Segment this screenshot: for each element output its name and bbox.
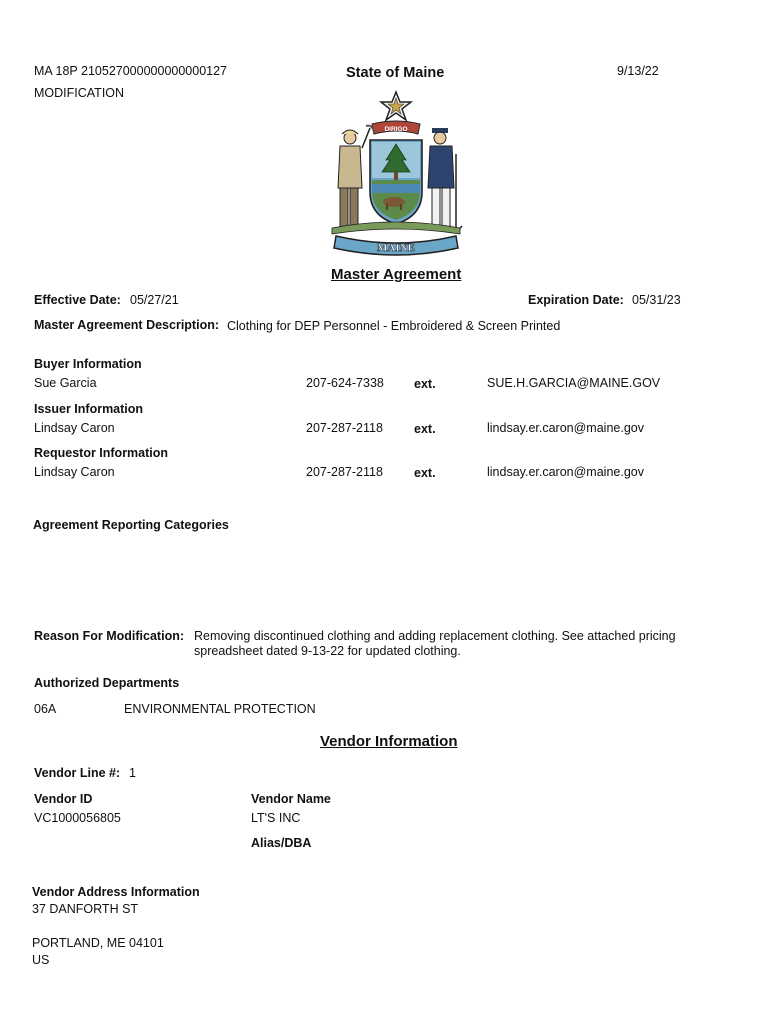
seal-banner-text: MAINE <box>377 242 415 254</box>
vendor-address-line3: US <box>32 953 50 967</box>
buyer-phone: 207-624-7338 <box>306 376 384 390</box>
state-title: State of Maine <box>346 65 445 81</box>
vendor-information-heading: Vendor Information <box>320 733 458 750</box>
issuer-info-label: Issuer Information <box>34 402 144 416</box>
document-type: MODIFICATION <box>34 86 125 100</box>
vendor-alias-label: Alias/DBA <box>251 836 312 850</box>
seal-motto: DIRIGO <box>384 126 408 133</box>
description-label: Master Agreement Description: <box>34 318 219 332</box>
issuer-phone: 207-287-2118 <box>306 421 383 435</box>
modification-reason-line2: spreadsheet dated 9-13-22 for updated clothing. <box>194 644 461 658</box>
document-number: MA 18P 210527000000000000127 <box>34 64 228 78</box>
state-seal-icon <box>328 88 464 260</box>
requestor-ext-label: ext. <box>414 466 436 480</box>
department-code: 06A <box>34 702 57 716</box>
effective-date-label: Effective Date: <box>34 293 121 307</box>
buyer-email: SUE.H.GARCIA@MAINE.GOV <box>487 376 661 390</box>
issuer-name: Lindsay Caron <box>34 421 115 435</box>
vendor-line-label: Vendor Line #: <box>34 766 121 780</box>
reporting-categories-label: Agreement Reporting Categories <box>33 518 229 532</box>
buyer-name: Sue Garcia <box>34 376 97 390</box>
issuer-email: lindsay.er.caron@maine.gov <box>487 421 644 435</box>
vendor-id-value: VC1000056805 <box>34 811 121 825</box>
requestor-name: Lindsay Caron <box>34 465 115 479</box>
effective-date-value: 05/27/21 <box>130 293 179 307</box>
vendor-line-value: 1 <box>129 766 136 780</box>
vendor-name-label: Vendor Name <box>251 792 331 806</box>
expiration-date-label: Expiration Date: <box>528 293 624 307</box>
vendor-address-line1: 37 DANFORTH ST <box>32 902 139 916</box>
document-date: 9/13/22 <box>617 64 659 78</box>
vendor-id-label: Vendor ID <box>34 792 93 806</box>
requestor-email: lindsay.er.caron@maine.gov <box>487 465 644 479</box>
expiration-date-value: 05/31/23 <box>632 293 681 307</box>
description-value: Clothing for DEP Personnel - Embroidered & Screen Printed <box>227 319 561 333</box>
vendor-name-value: LT'S INC <box>251 811 301 825</box>
vendor-address-line2: PORTLAND, ME 04101 <box>32 936 164 950</box>
vendor-address-label: Vendor Address Information <box>32 885 200 899</box>
buyer-ext-label: ext. <box>414 377 436 391</box>
requestor-phone: 207-287-2118 <box>306 465 383 479</box>
master-agreement-heading: Master Agreement <box>331 266 462 283</box>
modification-reason-line1: Removing discontinued clothing and adding replacement clothing. See attached pricing <box>194 629 676 643</box>
department-name: ENVIRONMENTAL PROTECTION <box>124 702 316 716</box>
requestor-info-label: Requestor Information <box>34 446 169 460</box>
modification-reason-label: Reason For Modification: <box>34 629 184 643</box>
authorized-departments-label: Authorized Departments <box>34 676 180 690</box>
issuer-ext-label: ext. <box>414 422 436 436</box>
buyer-info-label: Buyer Information <box>34 357 142 371</box>
